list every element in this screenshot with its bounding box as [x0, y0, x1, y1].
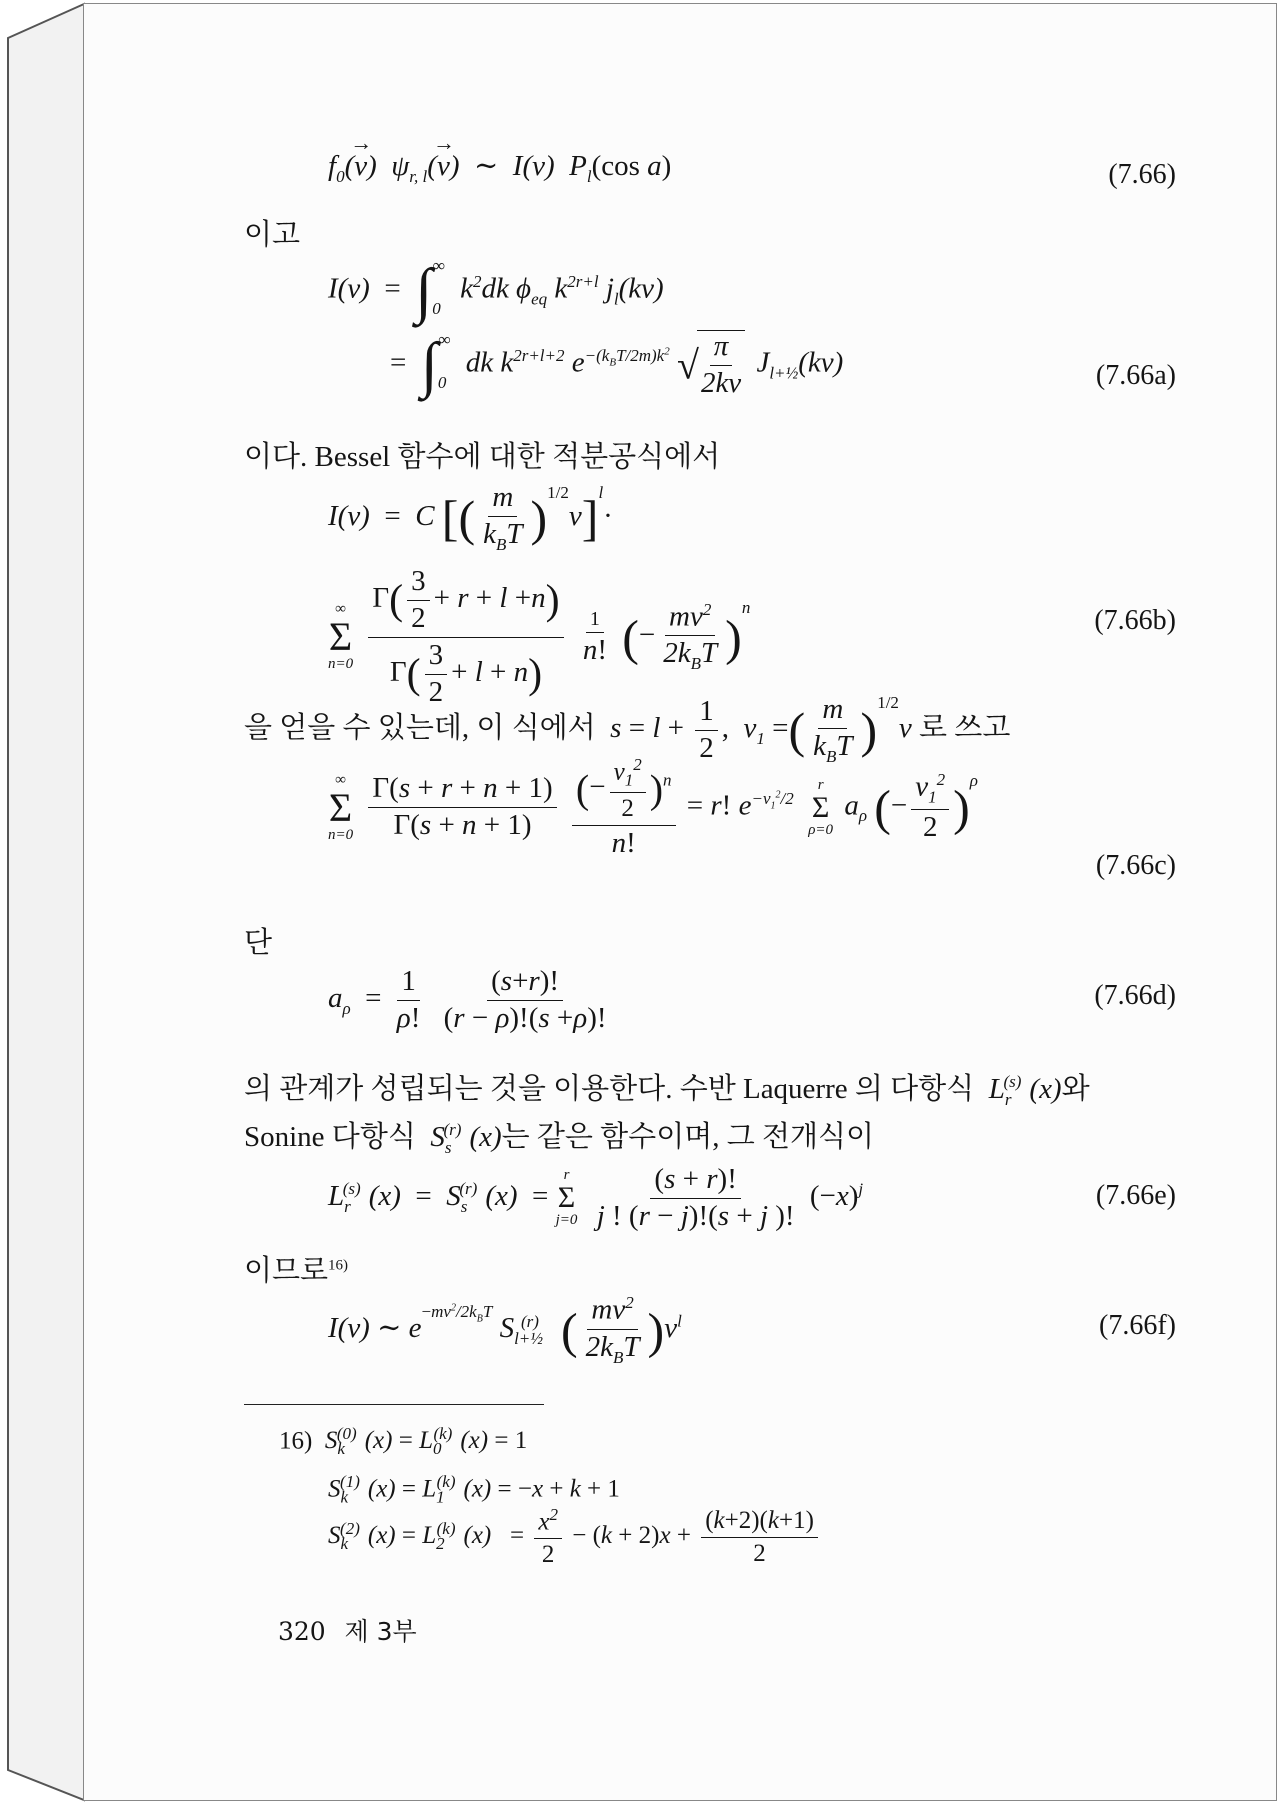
footnote-ref[interactable]: 16) — [328, 1257, 349, 1274]
paragraph-text: 이다. Bessel 함수에 대한 적분공식에서 — [244, 441, 721, 473]
paragraph-text: 는 같은 함수이며, 그 전개식이 — [501, 1121, 875, 1153]
paragraph-text: 단 — [244, 927, 273, 959]
paragraph-text: 을 얻을 수 있는데, 이 식에서 — [244, 711, 596, 744]
equation-7-66c: ∞ Σ n=0 $\frac{\Gamma(s + r + n + 1)}{\Gamma(s + n + 1)}$ (− $\frac{v_1^2}{2}$ )$^n$ n! = r! $e^{-v_1^2/2}$ r Σ ρ=0 $a_\rho$ (− $\frac{v_1^2}{2}$ )$^\rho$ — [328, 755, 978, 859]
equation-number: (7.66e) — [1095, 1180, 1176, 1211]
section-label: 제 3부 — [344, 1617, 417, 1646]
equation-number: (7.66a) — [1095, 360, 1176, 391]
equation-number: (7.66) — [1108, 159, 1176, 190]
paragraph-line — [244, 1248, 348, 1289]
equation-7-66: $f_0(v$ → ) $\psi_{r, l}(v$ → ) ∼ I(v) $P_l(\cos$ a) — [328, 130, 672, 186]
equation-7-66a-line1: $I(v) = \int_0^\infty$ $k^2dk$ $\phi_{eq}$ $k^{2r+l}$ $j_l(kv)$ — [328, 256, 664, 325]
equation-number: (7.66c) — [1095, 850, 1176, 881]
paragraph-line: Sonine 다항식 $S_s^{(r)}$ (x)는 같은 함수이며, 그 전개식이 — [244, 1120, 875, 1157]
equation-7-66a-line2: = $\int_0^\infty$ dk $k^{2r+l+2}$ $e^{-(k_BT/2m)k^2}$ √ $\frac{\pi}{2kv}$ $J_{l+\frac{1}{2}}(kv)$ — [390, 329, 844, 399]
paragraph-text: 이므로 — [244, 1255, 329, 1287]
paragraph-line: 을 얻을 수 있는데, 이 식에서 s = l + $\frac{1}{2}$ , $v_1$ =( $\frac{m}{k_BT}$ )$^{1/2}$v 로 쓰고 — [244, 693, 1011, 766]
footnote-mark: 16) — [279, 1427, 313, 1455]
footnote-16-line3: $S_k^{(2)}$ $(x) = L_2^{(k)}$ (x) = $\frac{x^2}{2}$ − (k + 2)x + $\frac{(k+2)(k+1)}{2}$ — [328, 1506, 822, 1568]
footnote-16-line2: $S_k^{(1)}$ $(x) = L_1^{(k)}$ (x) = −x + k + 1 — [328, 1472, 620, 1507]
paragraph-text: Sonine 다항식 — [244, 1121, 416, 1153]
footnote-16-line1: 16) $S_k^{(0)}$ $(x) = L_0^{(k)}$ (x) = 1 — [279, 1424, 528, 1459]
equation-number: (7.66f) — [1099, 1310, 1176, 1341]
footnote-separator — [244, 1404, 544, 1405]
book-page — [84, 4, 1276, 1800]
paragraph-text: 의 관계가 성립되는 것을 이용한다. 수반 Laquerre 의 다항식 — [244, 1073, 975, 1105]
paragraph-text: 로 쓰고 — [919, 711, 1011, 744]
equation-7-66e: $L_r^{(s)}$ $(x) = S_s^{(r)}$ (x) = r Σ j=0 $\frac{(s + r)!}{j ! (r - j)!(s + j )!}$ $(-x)^j$ — [328, 1163, 864, 1232]
page-footer — [278, 1612, 417, 1648]
equation-7-66f: I(v) ∼ $e^{-mv^2/2k_BT}$ $S_{l+\frac{1}{2}}^{(r)}$ ( $\frac{mv^2}{2k_BT}$ )$v^l$ — [328, 1293, 682, 1367]
paragraph-text: 이고 — [244, 219, 301, 251]
equation-number: (7.66d) — [1094, 980, 1176, 1011]
equation-7-66d: $a_\rho$ = $\frac{1}{\rho!}$ $\frac{(s+r)!}{(r - \rho)!(s +\rho)!}$ — [328, 965, 607, 1034]
paragraph-line: 의 관계가 성립되는 것을 이용한다. 수반 Laquerre 의 다항식 $L_r^{(s)}$ (x)와 — [244, 1072, 1090, 1109]
equation-7-66b-line2: ∞ Σ n=0 Γ( $\frac{3}{2}$ + r + l +n) Γ( $\frac{3}{2}$ + l + n) $\frac{1}{n!}$ (− $\frac{mv^2}{2k_BT}$ )$^n$ — [328, 565, 751, 708]
equation-number: (7.66b) — [1094, 605, 1176, 636]
equation-7-66b-line1: I(v) = C [( $\frac{m}{k_BT}$ )$^{1/2}$v]$^l$· — [328, 481, 613, 554]
paragraph-text: 와 — [1061, 1073, 1090, 1105]
page-number: 320 — [278, 1617, 326, 1646]
